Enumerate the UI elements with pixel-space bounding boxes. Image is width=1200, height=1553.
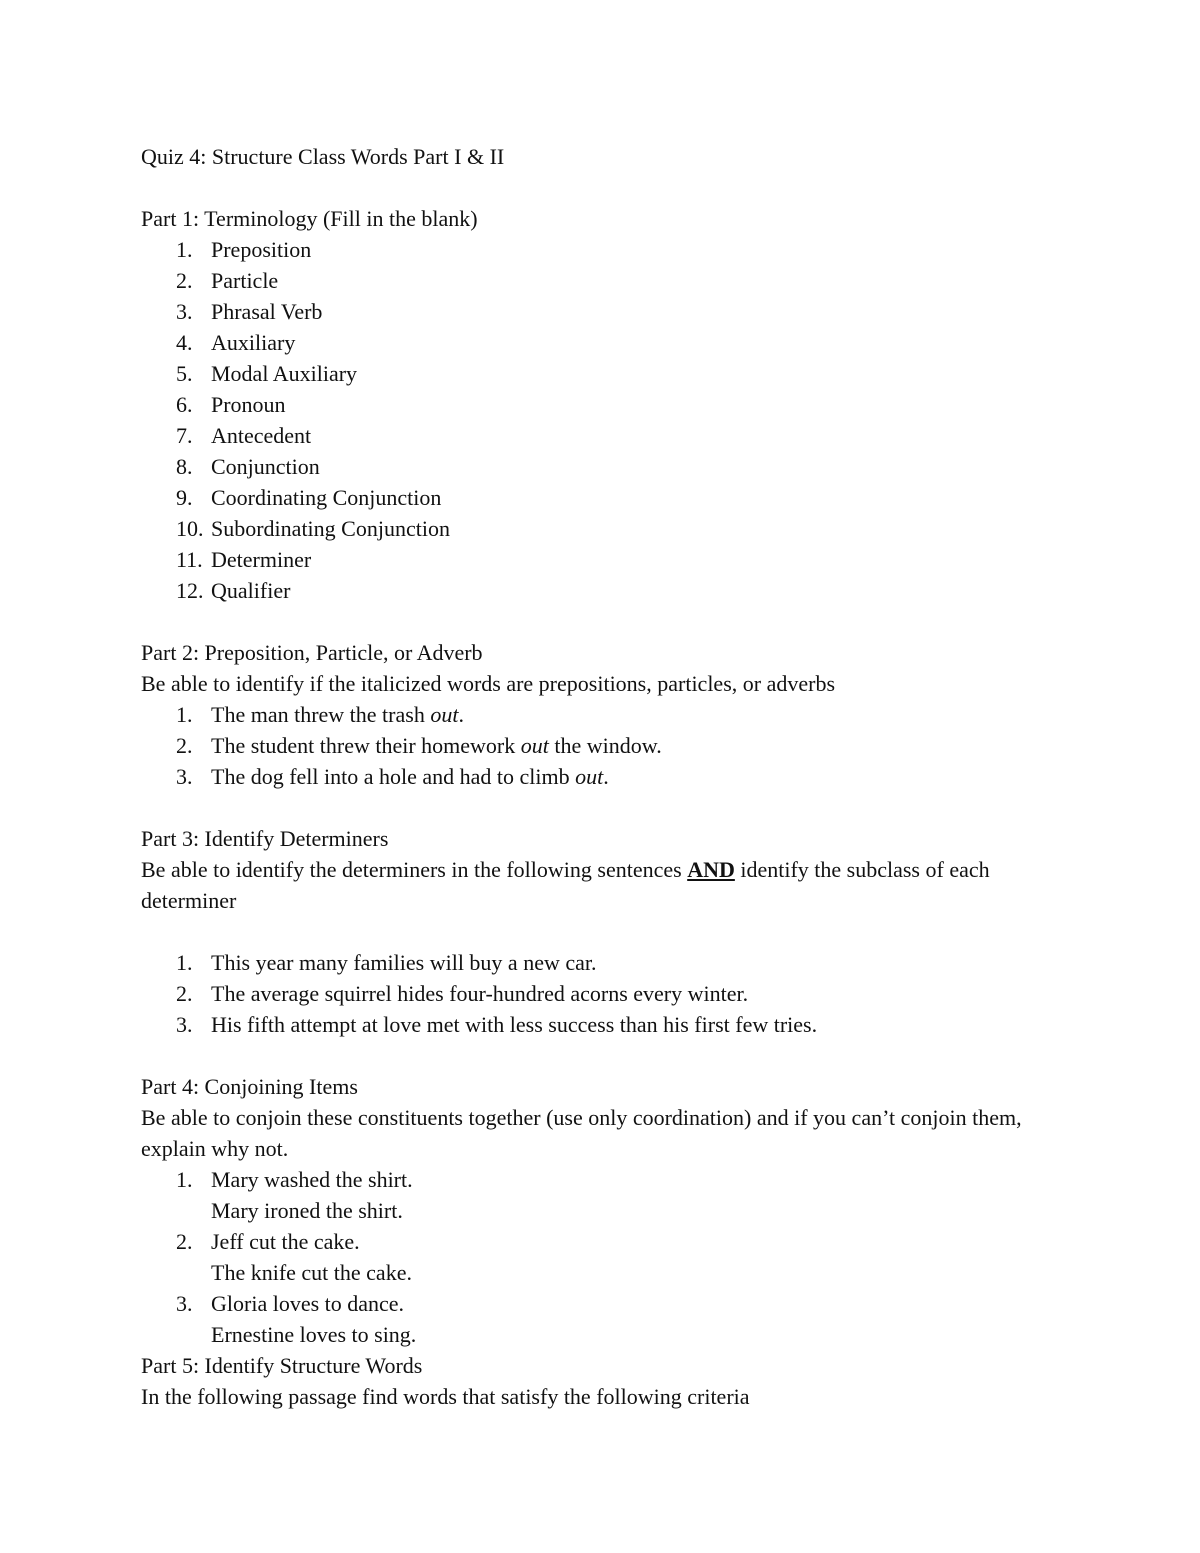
part3-heading: Part 3: Identify Determiners (141, 826, 389, 851)
list-item: 7. Antecedent (176, 423, 312, 448)
part1-heading: Part 1: Terminology (Fill in the blank) (141, 206, 478, 231)
list-item: 3. The dog fell into a hole and had to climb out. (176, 764, 609, 789)
part1-list (141, 234, 1061, 606)
list-item: 3. His fifth attempt at love met with less success than his first few tries. (176, 1012, 818, 1037)
list-item: 1. The man threw the trash out. (176, 702, 464, 727)
list-item: 2. The average squirrel hides four-hundred acorns every winter. (176, 981, 749, 1006)
spacer (141, 606, 1061, 637)
list-item: 2. Jeff cut the cake. The knife cut the cake. (176, 1229, 412, 1285)
list-item: 12. Qualifier (176, 578, 291, 603)
list-item: 2. The student threw their homework out the window. (176, 733, 662, 758)
document-page (141, 141, 1061, 1412)
list-item: 5. Modal Auxiliary (176, 361, 358, 386)
part2-instruction: Be able to identify if the italicized words are prepositions, particles, or adverbs (141, 671, 835, 696)
list-item: 1. Mary washed the shirt. Mary ironed the shirt. (176, 1167, 413, 1223)
list-item: 3. Phrasal Verb (176, 299, 323, 324)
emphasis-and: AND (687, 857, 735, 882)
quiz-title: Quiz 4: Structure Class Words Part I & II (141, 144, 505, 169)
part4-instruction: Be able to conjoin these constituents together (use only coordination) and if you can’t conjoin them, explain why not. (141, 1105, 1022, 1161)
part5-heading: Part 5: Identify Structure Words (141, 1353, 423, 1378)
list-item: 2. Particle (176, 268, 279, 293)
list-item: 9. Coordinating Conjunction (176, 485, 442, 510)
list-item: 3. Gloria loves to dance. Ernestine loves to sing. (176, 1291, 417, 1347)
list-item: 10. Subordinating Conjunction (176, 516, 450, 541)
part2-list (141, 699, 1061, 792)
list-item: 1. This year many families will buy a new car. (176, 950, 597, 975)
list-item: 6. Pronoun (176, 392, 286, 417)
part5-instruction: In the following passage find words that satisfy the following criteria (141, 1384, 750, 1409)
part3-list (141, 947, 1061, 1040)
italic-word: out (430, 702, 459, 727)
spacer (141, 1040, 1061, 1071)
spacer (141, 792, 1061, 823)
part2-heading: Part 2: Preposition, Particle, or Adverb (141, 640, 483, 665)
spacer (141, 172, 1061, 203)
spacer (141, 916, 1061, 947)
part3-instruction: Be able to identify the determiners in the following sentences AND identify the subclass of each determiner (141, 857, 990, 913)
italic-word: out (520, 733, 549, 758)
list-item: 4. Auxiliary (176, 330, 296, 355)
part4-heading: Part 4: Conjoining Items (141, 1074, 358, 1099)
part4-list (141, 1164, 1061, 1350)
list-item: 1. Preposition (176, 237, 312, 262)
list-item: 11. Determiner (176, 547, 312, 572)
list-item: 8. Conjunction (176, 454, 320, 479)
italic-word: out (575, 764, 604, 789)
